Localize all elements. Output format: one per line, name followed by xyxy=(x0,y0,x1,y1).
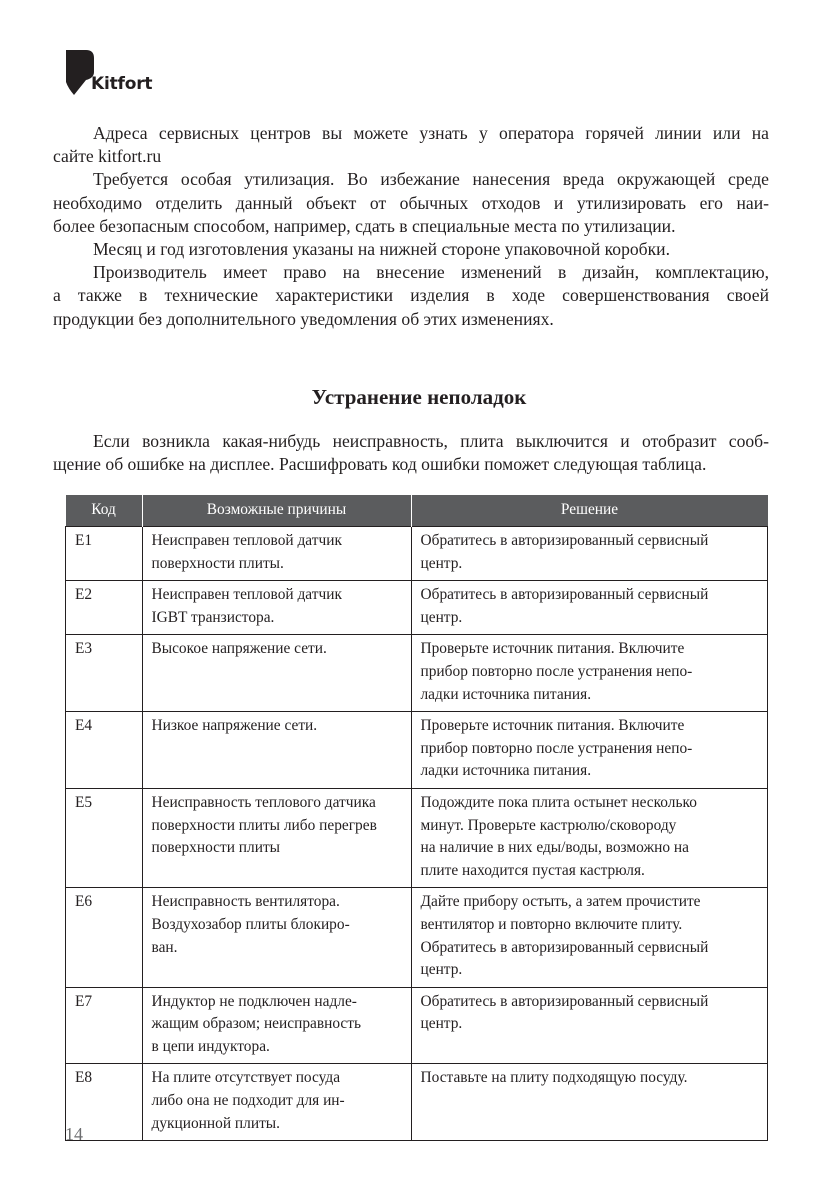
text-line: Если возникла какая-нибудь неисправность, плита выключится и отобразит сооб- xyxy=(93,431,769,451)
text-line: продукции без дополнительного уведомления об этих изменениях. xyxy=(53,308,554,329)
code-cell: E1 xyxy=(66,527,143,581)
logo-mark-icon xyxy=(64,48,94,96)
table-row xyxy=(66,788,768,887)
kitfort-logo xyxy=(64,48,174,100)
table-row xyxy=(66,527,768,581)
solution-cell: Обратитесь в авторизированный сервисный центр. xyxy=(411,527,768,581)
header-code: Код xyxy=(66,495,143,527)
text-line: необходимо отделить данный объект от обычных отходов и утилизировать его наи- xyxy=(53,192,769,213)
solution-cell: Проверьте источник питания. Включите прибор повторно после устранения непо- ладки источника питания. xyxy=(411,712,768,789)
paragraph-manufacture-date xyxy=(53,238,769,261)
solution-cell: Поставьте на плиту подходящую посуду. xyxy=(411,1064,768,1141)
logo-text: Kitfort xyxy=(91,74,153,94)
table-row xyxy=(66,712,768,789)
code-cell: E3 xyxy=(66,635,143,712)
text-line: щение об ошибке на дисплее. Расшифровать код ошибки поможет следующая таблица. xyxy=(53,454,707,475)
cause-cell: Низкое напряжение сети. xyxy=(142,712,411,789)
cause-cell: Неисправен тепловой датчик поверхности плиты. xyxy=(142,527,411,581)
page-number: 14 xyxy=(65,1124,83,1144)
intro-text xyxy=(53,122,769,331)
text-line: Адреса сервисных центров вы можете узнать у оператора горячей линии или на xyxy=(93,123,769,143)
text-line: более безопасным способом, например, сдать в специальные места по утилизации. xyxy=(53,215,676,236)
table-row xyxy=(66,635,768,712)
cause-cell: Неисправность вентилятора. Воздухозабор плиты блокиро- ван. xyxy=(142,888,411,987)
solution-cell: Проверьте источник питания. Включите прибор повторно после устранения непо- ладки источника питания. xyxy=(411,635,768,712)
section-title: Устранение неполадок xyxy=(311,385,527,409)
table-row xyxy=(66,581,768,635)
solution-cell: Обратитесь в авторизированный сервисный центр. xyxy=(411,581,768,635)
cause-cell: На плите отсутствует посуда либо она не подходит для ин- дукционной плиты. xyxy=(142,1064,411,1141)
cause-cell: Неисправен тепловой датчик IGBT транзистора. xyxy=(142,581,411,635)
solution-cell: Подождите пока плита остынет несколько минут. Проверьте кастрюлю/сковороду на наличие в них еды/воды, возможно на плите находится пустая кастрюля. xyxy=(411,788,768,887)
code-cell: E7 xyxy=(66,987,143,1064)
text-line: а также в технические характеристики изделия в ходе совершенствования своей xyxy=(53,285,769,306)
error-codes-table xyxy=(65,495,768,1141)
solution-cell: Дайте прибору остыть, а затем прочистите вентилятор и повторно включите плиту. Обратитесь в авторизированный сервисный центр. xyxy=(411,888,768,987)
code-cell: E6 xyxy=(66,888,143,987)
code-cell: E4 xyxy=(66,712,143,789)
text-line: Требуется особая утилизация. Во избежание нанесения вреда окружающей среде xyxy=(93,169,769,190)
text-line: сайте kitfort.ru xyxy=(53,146,162,167)
header-causes: Возможные причины xyxy=(142,495,411,527)
troubleshooting-intro xyxy=(53,430,769,476)
cause-cell: Высокое напряжение сети. xyxy=(142,635,411,712)
cause-cell: Индуктор не подключен надле- жащим образом; неисправность в цепи индуктора. xyxy=(142,987,411,1064)
paragraph-lead xyxy=(53,430,769,476)
paragraph-service-centers xyxy=(53,122,769,168)
solution-cell: Обратитесь в авторизированный сервисный центр. xyxy=(411,987,768,1064)
code-cell: E5 xyxy=(66,788,143,887)
paragraph-disposal xyxy=(53,168,769,238)
table-row xyxy=(66,1064,768,1141)
code-cell: E2 xyxy=(66,581,143,635)
table-row xyxy=(66,987,768,1064)
paragraph-manufacturer-rights xyxy=(53,261,769,331)
table-header-row xyxy=(66,495,768,527)
cause-cell: Неисправность теплового датчика поверхности плиты либо перегрев поверхности плиты xyxy=(142,788,411,887)
header-solution: Решение xyxy=(411,495,768,527)
code-cell: E8 xyxy=(66,1064,143,1141)
text-line: Месяц и год изготовления указаны на нижней стороне упаковочной коробки. xyxy=(93,239,670,260)
text-line: Производитель имеет право на внесение изменений в дизайн, комплектацию, xyxy=(93,262,769,283)
table-row xyxy=(66,888,768,987)
